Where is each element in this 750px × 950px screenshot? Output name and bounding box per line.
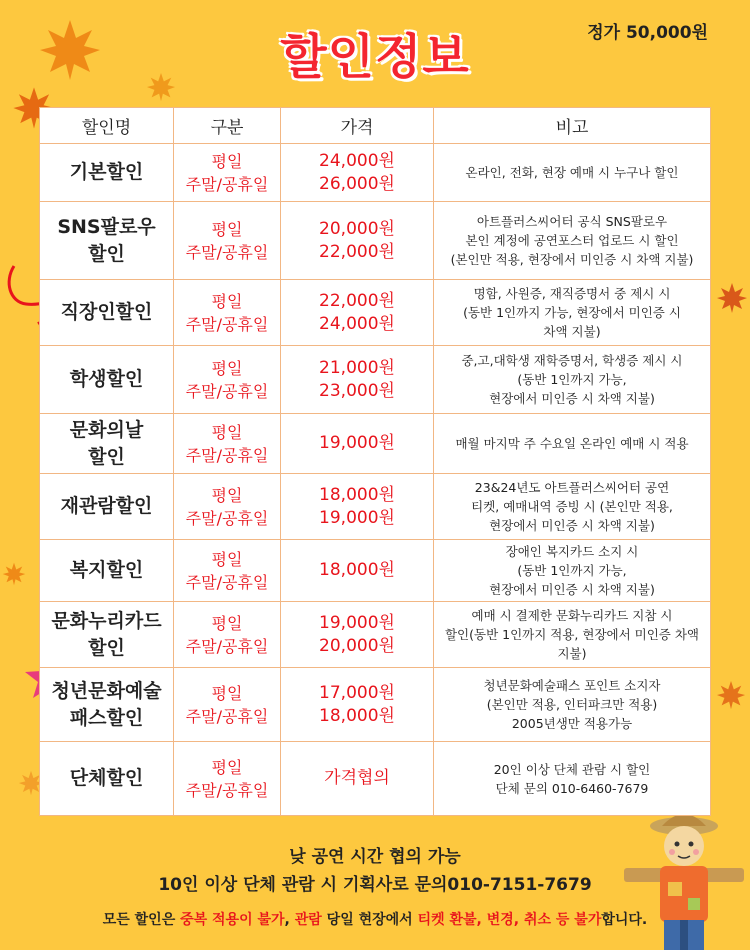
footer-policy <box>0 909 750 929</box>
category-cell <box>174 144 281 202</box>
category-line: 주말/공휴일 <box>185 706 269 726</box>
note-line: 단체 문의 010-6460-7679 <box>495 780 649 796</box>
discount-name-line: 문화의날 <box>69 418 144 441</box>
discount-name-cell <box>40 144 174 202</box>
table-row <box>40 602 711 668</box>
category-cell <box>174 202 281 280</box>
category-line: 평일 <box>211 757 243 777</box>
note-line: 지불) <box>557 646 587 661</box>
discount-name-line: 복지할인 <box>69 559 144 581</box>
table-row <box>40 540 711 602</box>
maple-leaf-icon <box>716 680 746 710</box>
price-line: 19,000원 <box>319 507 395 528</box>
discount-name-line: 문화누리카드 <box>51 609 162 632</box>
price-cell <box>281 540 434 602</box>
table-row <box>40 144 711 202</box>
category-cell <box>174 414 281 474</box>
category-cell <box>174 540 281 602</box>
price-cell <box>281 346 434 414</box>
price-line: 17,000원 <box>319 682 395 703</box>
discount-name-line: 직장인할인 <box>60 301 153 323</box>
discount-name-line: 할인 <box>88 242 125 265</box>
note-cell <box>434 668 711 742</box>
footer-policy-segment: 합니다. <box>601 912 648 928</box>
header-note: 비고 <box>434 108 711 144</box>
discount-name-line: 할인 <box>88 445 125 468</box>
price-line: 22,000원 <box>319 290 395 311</box>
price-cell <box>281 202 434 280</box>
footer-policy-segment: , <box>284 912 295 928</box>
note-cell <box>434 202 711 280</box>
price-line: 24,000원 <box>319 313 395 334</box>
price-line: 24,000원 <box>319 150 395 171</box>
note-cell <box>434 602 711 668</box>
note-line: (동반 1인까지 가능, <box>517 563 627 578</box>
header-price: 가격 <box>281 108 434 144</box>
category-line: 주말/공휴일 <box>185 381 269 401</box>
discount-name-cell <box>40 742 174 816</box>
category-cell <box>174 602 281 668</box>
page-title: 할인정보 <box>280 29 470 85</box>
note-line: 23&24년도 아트플러스씨어터 공연 <box>474 480 670 495</box>
note-line: 2005년생만 적용가능 <box>511 716 633 731</box>
price-line: 20,000원 <box>319 635 395 656</box>
category-line: 주말/공휴일 <box>185 242 269 262</box>
note-line: 아트플러스씨어터 공식 SNS팔로우 <box>476 214 668 229</box>
note-line: 본인 계정에 공연포스터 업로드 시 할인 <box>465 233 679 248</box>
category-line: 평일 <box>211 549 243 569</box>
category-line: 평일 <box>211 358 243 378</box>
note-line: (동반 1인까지 가능, <box>517 372 627 387</box>
note-cell <box>434 540 711 602</box>
footer-matinee-note: 낮 공연 시간 협의 가능 <box>289 847 461 867</box>
note-line: (본인만 적용, 인터파크만 적용) <box>486 697 658 712</box>
price-line: 19,000원 <box>319 433 395 453</box>
category-line: 평일 <box>211 422 243 442</box>
category-line: 평일 <box>211 291 243 311</box>
note-cell <box>434 144 711 202</box>
price-line: 20,000원 <box>319 218 395 239</box>
header-discount-name: 할인명 <box>40 108 174 144</box>
table-row <box>40 414 711 474</box>
footer-policy-segment: 모든 할인은 <box>102 912 181 928</box>
note-cell <box>434 414 711 474</box>
discount-name-cell <box>40 414 174 474</box>
price-cell <box>281 602 434 668</box>
note-line: 20인 이상 단체 관람 시 할인 <box>493 761 651 777</box>
category-line: 주말/공휴일 <box>185 508 269 528</box>
note-line: 할인(동반 1인까지 적용, 현장에서 미인증 차액 <box>444 627 700 642</box>
note-line: (본인만 적용, 현장에서 미인증 시 차액 지불) <box>450 252 694 267</box>
discount-name-line: SNS팔로우 <box>57 215 156 238</box>
discount-name-line: 할인 <box>88 636 125 659</box>
discount-name-cell <box>40 474 174 540</box>
note-line: 매월 마지막 주 수요일 온라인 예매 시 적용 <box>455 436 689 451</box>
regular-price: 정가 50,000원 <box>587 23 708 43</box>
price-cell <box>281 668 434 742</box>
maple-leaf-icon <box>2 562 26 586</box>
note-line: (동반 1인까지 가능, 현장에서 미인증 시 <box>463 305 681 320</box>
table-row <box>40 346 711 414</box>
discount-name-line: 청년문화예술 <box>51 679 162 702</box>
category-line: 주말/공휴일 <box>185 445 269 465</box>
note-line: 현장에서 미인증 시 차액 지불) <box>489 582 655 597</box>
price-cell <box>281 474 434 540</box>
footer-policy-segment: 관람 <box>294 912 322 928</box>
price-line: 23,000원 <box>319 380 395 401</box>
note-line: 현장에서 미인증 시 차액 지불) <box>489 391 655 406</box>
table-row <box>40 280 711 346</box>
table-row <box>40 668 711 742</box>
discount-name-cell <box>40 602 174 668</box>
price-cell <box>281 144 434 202</box>
table-header-row <box>40 108 711 144</box>
category-line: 주말/공휴일 <box>185 636 269 656</box>
note-line: 온라인, 전화, 현장 예매 시 누구나 할인 <box>465 165 679 180</box>
footer-policy-segment: 당일 현장에서 <box>321 912 418 928</box>
price-line: 18,000원 <box>319 484 395 505</box>
category-cell <box>174 668 281 742</box>
price-line: 21,000원 <box>319 357 395 378</box>
table-row <box>40 202 711 280</box>
category-line: 평일 <box>211 683 243 703</box>
table-row <box>40 474 711 540</box>
discount-name-line: 단체할인 <box>69 767 144 789</box>
discount-name-line: 기본할인 <box>69 161 144 183</box>
price-line: 22,000원 <box>319 241 395 262</box>
note-line: 예매 시 결제한 문화누리카드 지참 시 <box>471 608 673 623</box>
category-line: 주말/공휴일 <box>185 314 269 334</box>
category-line: 평일 <box>211 219 243 239</box>
discount-name-cell <box>40 346 174 414</box>
header-category: 구분 <box>174 108 281 144</box>
category-line: 주말/공휴일 <box>185 572 269 592</box>
footer-policy-segment: 중복 적용이 불가 <box>180 912 285 928</box>
note-line: 중,고,대학생 재학증명서, 학생증 제시 시 <box>461 353 683 368</box>
discount-name-cell <box>40 540 174 602</box>
discount-table <box>39 107 711 816</box>
category-cell <box>174 742 281 816</box>
discount-name-cell <box>40 202 174 280</box>
category-line: 주말/공휴일 <box>185 780 269 800</box>
note-cell <box>434 280 711 346</box>
maple-leaf-icon <box>716 282 748 314</box>
category-line: 평일 <box>211 151 243 171</box>
category-line: 평일 <box>211 485 243 505</box>
price-line: 26,000원 <box>319 173 395 194</box>
note-line: 현장에서 미인증 시 차액 지불) <box>489 518 655 533</box>
discount-name-line: 패스할인 <box>69 706 144 729</box>
price-cell <box>281 742 434 816</box>
note-cell <box>434 474 711 540</box>
price-cell <box>281 280 434 346</box>
price-line: 가격협의 <box>324 768 390 788</box>
discount-name-cell <box>40 668 174 742</box>
note-line: 장애인 복지카드 소지 시 <box>505 544 639 559</box>
category-cell <box>174 280 281 346</box>
note-cell <box>434 346 711 414</box>
category-line: 주말/공휴일 <box>185 174 269 194</box>
category-cell <box>174 346 281 414</box>
price-line: 18,000원 <box>319 705 395 726</box>
category-cell <box>174 474 281 540</box>
footer-policy-segment: 티켓 환불, 변경, 취소 등 불가 <box>417 912 602 928</box>
price-line: 19,000원 <box>319 612 395 633</box>
category-line: 평일 <box>211 613 243 633</box>
price-cell <box>281 414 434 474</box>
discount-name-line: 학생할인 <box>69 368 144 390</box>
note-line: 청년문화예술패스 포인트 소지자 <box>483 678 661 693</box>
discount-name-line: 재관람할인 <box>60 495 153 517</box>
footer-group-contact: 10인 이상 단체 관람 시 기획사로 문의010-7151-7679 <box>158 875 592 895</box>
note-line: 차액 지불) <box>543 324 601 339</box>
note-cell <box>434 742 711 816</box>
price-line: 18,000원 <box>319 560 395 580</box>
note-line: 티켓, 예매내역 증빙 시 (본인만 적용, <box>471 499 673 514</box>
discount-name-cell <box>40 280 174 346</box>
note-line: 명함, 사원증, 재직증명서 중 제시 시 <box>473 286 671 301</box>
table-row <box>40 742 711 816</box>
